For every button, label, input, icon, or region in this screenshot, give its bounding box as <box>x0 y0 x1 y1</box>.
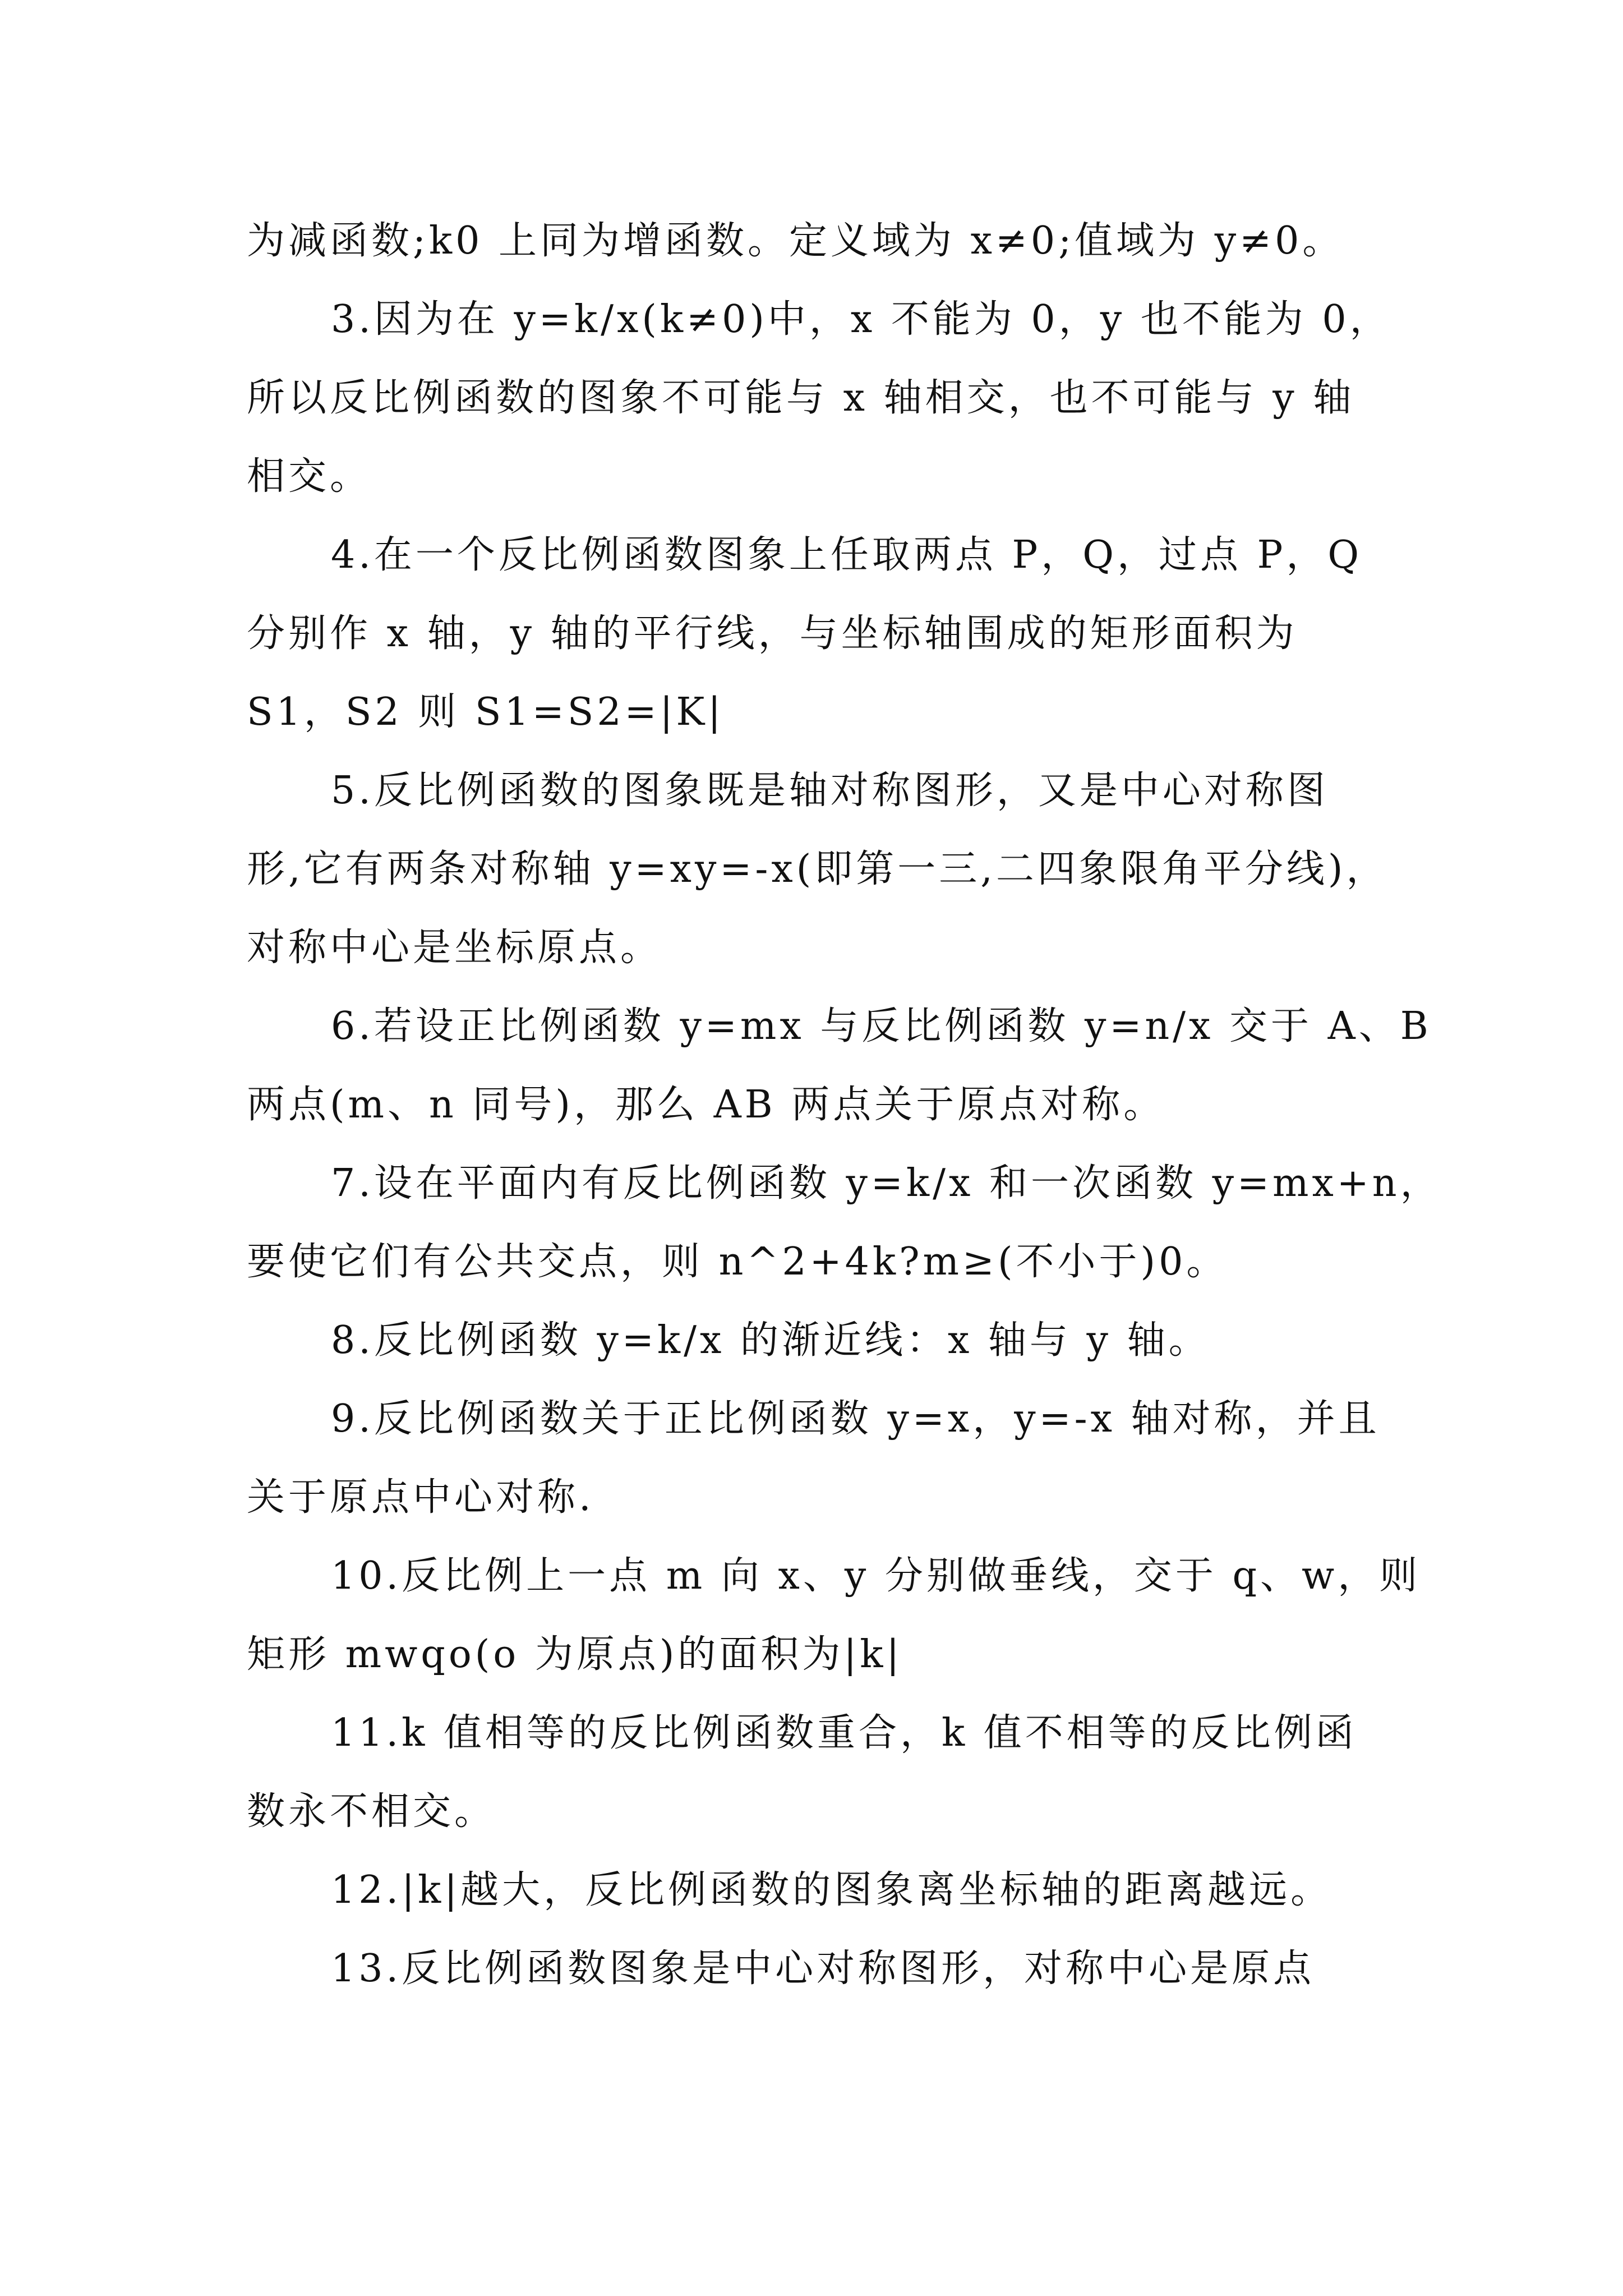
text-line: 7.设在平面内有反比例函数 y=k/x 和一次函数 y=mx+n， <box>331 1161 1442 1205</box>
text-line: 分别作 x 轴，y 轴的平行线，与坐标轴围成的矩形面积为 <box>247 611 1298 656</box>
text-line: 所以反比例函数的图象不可能与 x 轴相交，也不可能与 y 轴 <box>247 376 1355 420</box>
text-line: 为减函数;k0 上同为增函数。定义域为 x≠0;值域为 y≠0。 <box>247 219 1344 263</box>
text-line: 矩形 mwqo(o 为原点)的面积为|k| <box>247 1632 903 1677</box>
text-line: 关于原点中心对称. <box>247 1475 594 1520</box>
text-line: 9.反比例函数关于正比例函数 y=x，y=-x 轴对称，并且 <box>331 1397 1380 1441</box>
text-line: S1，S2 则 S1=S2=|K| <box>247 690 725 734</box>
text-line: 6.若设正比例函数 y=mx 与反比例函数 y=n/x 交于 A、B <box>331 1004 1432 1048</box>
text-line: 8.反比例函数 y=k/x 的渐近线：x 轴与 y 轴。 <box>331 1318 1210 1363</box>
text-line: 要使它们有公共交点，则 n^2+4k?m≥(不小于)0。 <box>247 1240 1228 1284</box>
text-line: 两点(m、n 同号)，那么 AB 两点关于原点对称。 <box>247 1083 1165 1127</box>
text-line: 10.反比例上一点 m 向 x、y 分别做垂线，交于 q、w，则 <box>331 1554 1421 1598</box>
text-line: 相交。 <box>247 454 372 499</box>
text-line: 3.因为在 y=k/x(k≠0)中，x 不能为 0，y 也不能为 0， <box>331 297 1391 342</box>
text-line: 5.反比例函数的图象既是轴对称图形，又是中心对称图 <box>331 769 1329 813</box>
text-line: 形,它有两条对称轴 y=xy=-x(即第一三,二四象限角平分线)， <box>247 847 1388 891</box>
text-line: 12.|k|越大，反比例函数的图象离坐标轴的距离越远。 <box>331 1868 1332 1912</box>
text-line: 4.在一个反比例函数图象上任取两点 P，Q，过点 P，Q <box>331 533 1363 577</box>
text-line: 数永不相交。 <box>247 1789 496 1834</box>
text-line: 11.k 值相等的反比例函数重合，k 值不相等的反比例函 <box>331 1711 1357 1755</box>
text-line: 13.反比例函数图象是中心对称图形，对称中心是原点 <box>331 1947 1315 1991</box>
text-line: 对称中心是坐标原点。 <box>247 926 662 970</box>
